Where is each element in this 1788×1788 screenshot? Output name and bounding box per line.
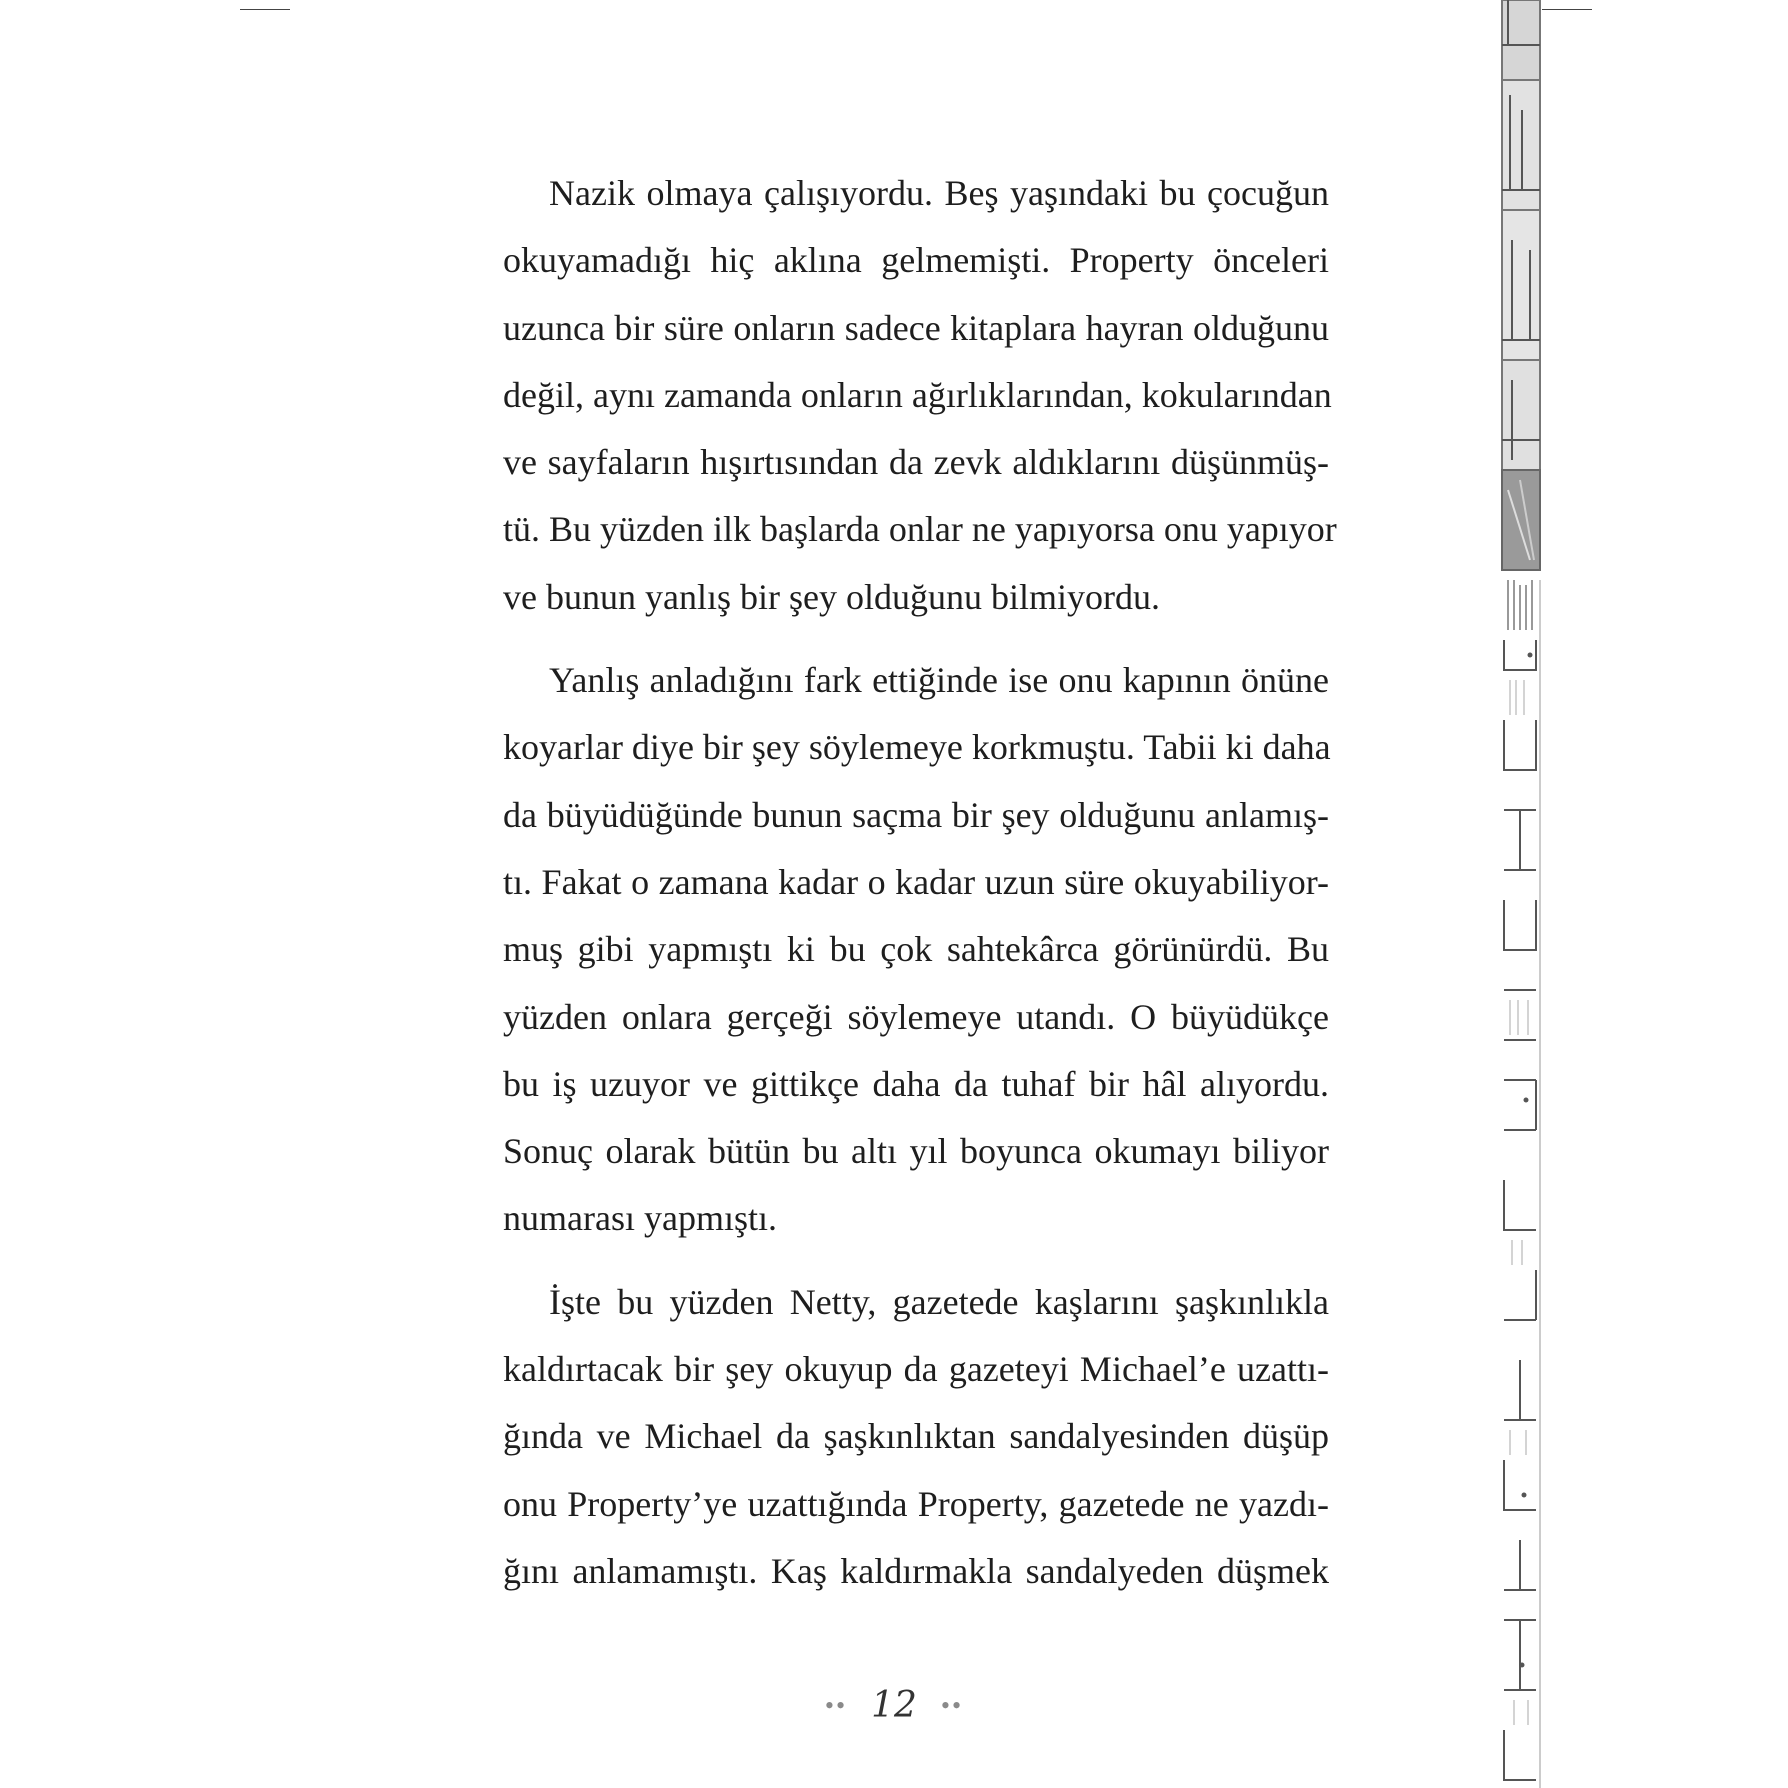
paragraph-2 xyxy=(503,647,1329,1253)
text-line: Yanlış anladığını fark ettiğinde ise onu kapının önüne xyxy=(549,660,1329,701)
text-line: da büyüdüğünde bunun saçma bir şey olduğunu anlamış- xyxy=(503,794,1329,835)
crop-mark-left xyxy=(240,9,290,10)
text-line: kaldırtacak bir şey okuyup da gazeteyi Michael’e uzattı- xyxy=(503,1349,1329,1390)
text-line: okuyamadığı hiç aklına gelmemişti. Property önceleri xyxy=(503,240,1329,281)
text-line: Nazik olmaya çalışıyordu. Beş yaşındaki bu çocuğun xyxy=(549,173,1329,213)
text-line: değil, aynı zamanda onların ağırlıklarından, kokularından xyxy=(503,374,1332,415)
text-line: tı. Fakat o zamana kadar o kadar uzun süre okuyabiliyor- xyxy=(503,861,1329,902)
text-line: ve sayfaların hışırtısından da zevk aldıklarını düşünmüş- xyxy=(503,442,1329,483)
text-line: ğında ve Michael da şaşkınlıktan sandalyesinden düşüp xyxy=(503,1416,1329,1457)
text-line: Sonuç olarak bütün bu altı yıl boyunca okumayı biliyor xyxy=(503,1131,1329,1172)
ornament-left: •• xyxy=(824,1690,848,1720)
crop-mark-right xyxy=(1542,9,1592,10)
text-line: yüzden onlara gerçeği söylemeye utandı. O büyüdükçe xyxy=(503,996,1329,1037)
ornament-right: •• xyxy=(940,1690,964,1720)
paragraph-1 xyxy=(503,160,1337,631)
bookshelf-sketch-icon xyxy=(1500,0,1544,1788)
text-line: İşte bu yüzden Netty, gazetede kaşlarını şaşkınlıkla xyxy=(549,1281,1329,1322)
text-line: tü. Bu yüzden ilk başlarda onlar ne yapıyorsa onu yapıyor xyxy=(503,509,1337,550)
paragraph-3 xyxy=(503,1269,1329,1605)
body-text xyxy=(503,160,1337,1621)
text-line: onu Property’ye uzattığında Property, gazetede ne yazdı- xyxy=(503,1483,1329,1524)
text-line: muş gibi yapmıştı ki bu çok sahtekârca görünürdü. Bu xyxy=(503,929,1329,970)
page-number: 12 xyxy=(871,1684,917,1726)
text-line: koyarlar diye bir şey söylemeye korkmuştu. Tabii ki daha xyxy=(503,727,1331,768)
text-line: numarası yapmıştı. xyxy=(503,1198,777,1239)
text-line: ve bunun yanlış bir şey olduğunu bilmiyordu. xyxy=(503,576,1160,617)
text-line: bu iş uzuyor ve gittikçe daha da tuhaf bir hâl alıyordu. xyxy=(503,1063,1329,1104)
text-line: uzunca bir süre onların sadece kitaplara hayran olduğunu xyxy=(503,307,1329,348)
text-line: ğını anlamamıştı. Kaş kaldırmakla sandalyeden düşmek xyxy=(503,1550,1329,1591)
